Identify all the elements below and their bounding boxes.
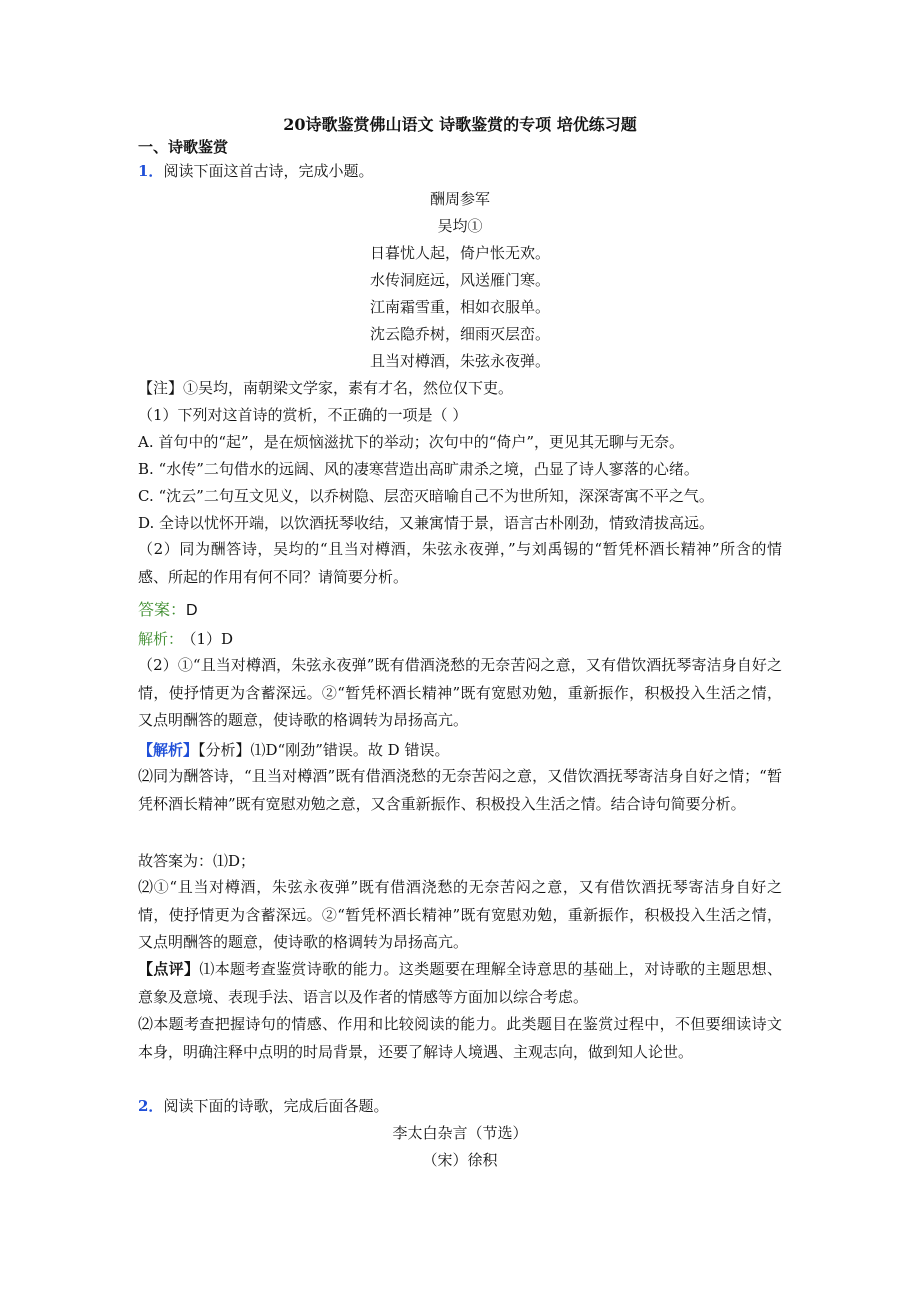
answer-value: D [186, 602, 198, 619]
question-number: 1． [138, 162, 164, 180]
jiexi-line [138, 629, 233, 649]
option-c: C. “沈云”二句互文见义，以乔树隐、层峦灭暗喻自己不为世所知，深深寄寓不平之气。 [138, 487, 714, 505]
poem-line: 日暮忧人起，倚户怅无欢。 [369, 244, 550, 262]
poem-line: 江南霜雪重，相如衣服单。 [369, 298, 550, 316]
page-title: 20诗歌鉴赏佛山语文 诗歌鉴赏的专项 培优练习题 [283, 115, 637, 134]
poem-line: 水传洞庭远，风送雁门寒。 [369, 271, 550, 289]
analysis-part-2: ⑵同为酬答诗，“且当对樽酒”既有借酒浇愁的无奈苦闷之意，又借饮酒抚琴寄洁身自好之情；“暂凭杯酒长精神”既有宽慰劝勉之意，又含重新振作、积极投入生活之情。结合诗句简要分析。 [138, 767, 782, 813]
answer-line [138, 600, 198, 621]
question-prompt: 阅读下面的诗歌，完成后面各题。 [163, 1097, 389, 1115]
question-prompt: 阅读下面这首古诗，完成小题。 [163, 162, 374, 180]
poem-title: 李太白杂言（节选） [392, 1124, 528, 1142]
comment-tag: 【点评】 [138, 960, 200, 978]
analysis-line [138, 740, 449, 760]
analysis-text: 【分析】⑴D“刚劲”错误。故 D 错误。 [198, 741, 450, 759]
comment-text: ⑴本题考查鉴赏诗歌的能力。这类题要在理解全诗意思的基础上，对诗歌的主题思想、意象及意境、表现手法、语言以及作者的情感等方面加以综合考虑。 [138, 960, 782, 1006]
option-a: A. 首句中的“起”，是在烦恼滋扰下的举动；次句中的“倚户”，更见其无聊与无奈。 [138, 433, 685, 451]
sub-question-1: （1）下列对这首诗的赏析，不正确的一项是（ ） [138, 406, 468, 424]
comment-2: ⑵本题考查把握诗句的情感、作用和比较阅读的能力。此类题目在鉴赏过程中，不但要细读诗文本身，明确注释中点明的时局背景，还要了解诗人境遇、主观志向，做到知人论世。 [138, 1015, 782, 1061]
question-2-header [138, 1096, 388, 1116]
jiexi-label: 解析： [138, 630, 184, 648]
poem-line: 且当对樽酒，朱弦永夜弹。 [369, 352, 550, 370]
question-number: 2． [138, 1097, 164, 1115]
option-b: B. “水传”二句借水的远阔、风的凄寒营造出高旷肃杀之境，凸显了诗人寥落的心绪。 [138, 460, 699, 478]
jiexi-part-2: （2）①“且当对樽酒，朱弦永夜弹”既有借酒浇愁的无奈苦闷之意，又有借饮酒抚琴寄洁身自好之情，使抒情更为含蓄深远。②“暂凭杯酒长精神”既有宽慰劝勉，重新振作，积极投入生活之情，又点明酬答的题意，使诗歌的格调转为昂扬高亢。 [138, 656, 782, 729]
poem-author: （宋）徐积 [422, 1151, 498, 1169]
question-1-header [138, 161, 373, 181]
analysis-tag: 【解析】 [138, 741, 199, 759]
poem-line: 沈云隐乔树，细雨灭层峦。 [369, 325, 550, 343]
final-answer-1: 故答案为：⑴D； [138, 852, 256, 870]
poem-note: 【注】①吴均，南朝梁文学家，素有才名，然位仅下吏。 [138, 379, 514, 397]
answer-label: 答案： [138, 600, 187, 619]
sub-question-2: （2）同为酬答诗，吴均的“且当对樽酒，朱弦永夜弹，”与刘禹锡的“暂凭杯酒长精神”所含的情感、所起的作用有何不同？请简要分析。 [138, 540, 782, 586]
option-d: D. 全诗以忧怀开端，以饮酒抚琴收结，又兼寓情于景，语言古朴刚劲，情致清拔高远。 [138, 514, 715, 532]
poem-title: 酬周参军 [429, 190, 490, 208]
jiexi-value: （1）D [189, 630, 234, 648]
poem-author: 吴均① [437, 217, 483, 235]
comment-1 [138, 956, 782, 1011]
final-answer-2: ⑵①“且当对樽酒，朱弦永夜弹”既有借酒浇愁的无奈苦闷之意，又有借饮酒抚琴寄洁身自好之情，使抒情更为含蓄深远。②“暂凭杯酒长精神”既有宽慰劝勉，重新振作，积极投入生活之情，又点明酬答的题意，使诗歌的格调转为昂扬高亢。 [138, 878, 782, 951]
section-heading: 一、诗歌鉴赏 [138, 138, 229, 156]
